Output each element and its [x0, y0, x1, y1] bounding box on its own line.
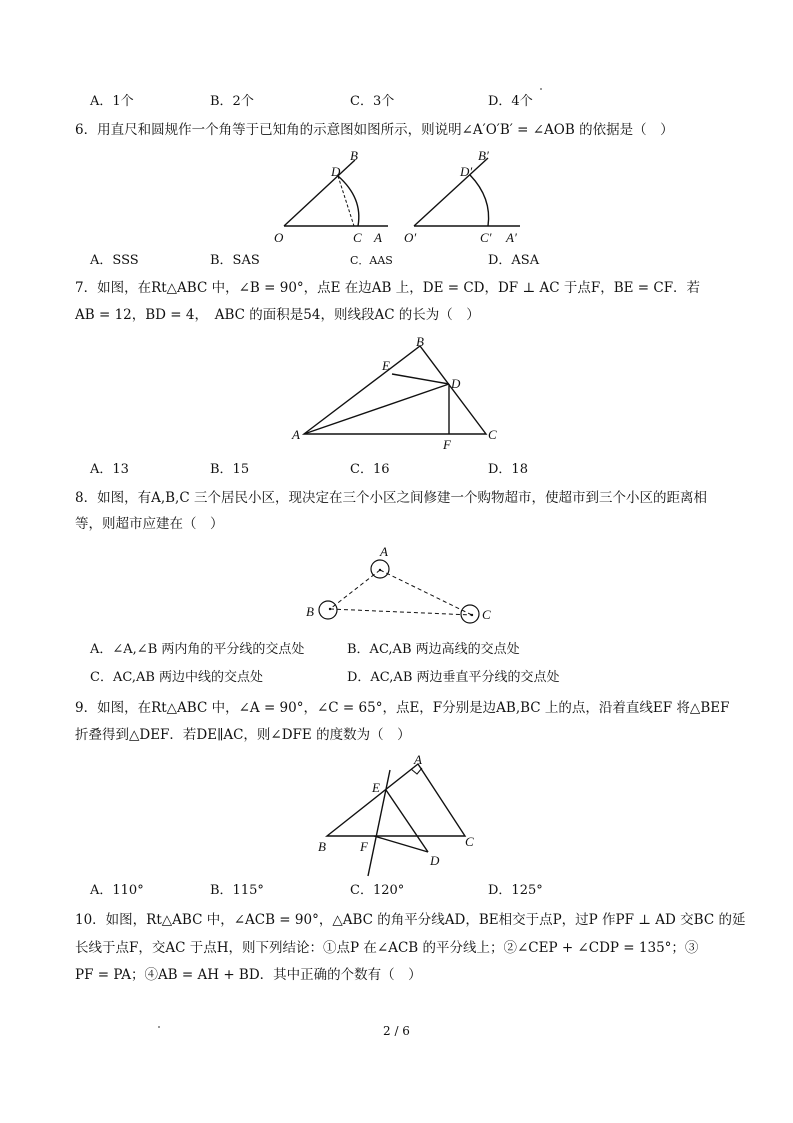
q9-option-b: B．115°: [210, 883, 264, 898]
q7-label-c: C: [488, 427, 497, 442]
q8-figure: [300, 542, 500, 630]
q6-label-d-prime: D′: [460, 164, 473, 179]
q6-label-a-prime: A′: [506, 230, 517, 245]
q5-option-d: D．4个: [488, 94, 533, 109]
q6-option-c: C．AAS: [350, 254, 393, 267]
q8-option-d: D．AC,AB 两边垂直平分线的交点处: [347, 670, 560, 685]
q6-option-d: D．ASA: [488, 253, 540, 268]
q7-option-c: C．16: [350, 462, 390, 477]
q8-label-c: C: [482, 607, 491, 622]
q5-option-a: A．1个: [90, 94, 134, 109]
q6-label-b-prime: B′: [478, 148, 489, 163]
q6-figure-right: [400, 146, 535, 246]
q9-figure: [310, 750, 490, 878]
q9-stem-line2: 折叠得到△DEF．若DE∥AC，则∠DFE 的度数为（ ）: [75, 727, 411, 743]
q9-option-c: C．120°: [350, 883, 405, 898]
q6-label-c: C: [353, 230, 362, 245]
q7-option-b: B．15: [210, 462, 250, 477]
scan-speck: [540, 88, 542, 90]
q9-stem-line1: 9．如图，在Rt△ABC 中，∠A = 90°，∠C = 65°，点E，F分别是边AB,BC 上的点，沿着直线EF 将△BEF: [75, 700, 730, 716]
q10-stem-line2: 长线于点F，交AC 于点H，则下列结论：①点P 在∠ACB 的平分线上；②∠CEP + ∠CDP = 135°；③: [75, 940, 699, 956]
q8-stem-line1: 8．如图，有A,B,C 三个居民小区，现决定在三个小区之间修建一个购物超市，使超市到三个小区的距离相: [75, 490, 707, 506]
q9-label-a: A: [414, 752, 422, 767]
q9-label-e: E: [372, 780, 380, 795]
q9-option-d: D．125°: [488, 883, 543, 898]
q8-label-a: A: [380, 544, 388, 559]
q7-label-f: F: [443, 437, 451, 452]
q6-label-c-prime: C′: [480, 230, 492, 245]
q9-label-b: B: [318, 839, 326, 854]
q9-label-f: F: [360, 839, 368, 854]
q8-stem-line2: 等，则超市应建在（ ）: [75, 516, 224, 532]
q8-option-a: A．∠A,∠B 两内角的平分线的交点处: [90, 642, 305, 657]
scan-speck: [158, 1026, 160, 1028]
q7-stem-line2: AB = 12，BD = 4， ABC 的面积是54，则线段AC 的长为（ ）: [75, 307, 480, 323]
q6-label-o-prime: O′: [404, 230, 417, 245]
q7-label-d: D: [451, 376, 461, 391]
q9-label-c: C: [465, 834, 474, 849]
q7-option-a: A．13: [90, 462, 129, 477]
page-number: 2 / 6: [383, 1024, 410, 1038]
q8-option-c: C．AC,AB 两边中线的交点处: [90, 670, 264, 685]
q7-label-a: A: [292, 427, 300, 442]
q5-option-b: B．2个: [210, 94, 254, 109]
q6-option-b: B．SAS: [210, 253, 260, 268]
q9-option-a: A．110°: [90, 883, 144, 898]
q7-label-e: E: [382, 358, 390, 373]
q7-label-b: B: [416, 334, 424, 349]
q6-label-o: O: [274, 230, 284, 245]
q6-label-b: B: [350, 148, 358, 163]
q6-label-d: D: [331, 164, 341, 179]
q8-label-b: B: [306, 604, 314, 619]
q6-figure-left: [270, 146, 400, 246]
q7-option-d: D．18: [488, 462, 528, 477]
q7-stem-line1: 7．如图，在Rt△ABC 中，∠B = 90°，点E 在边AB 上，DE = CD，DF ⊥ AC 于点F，BE = CF．若: [75, 280, 701, 296]
q6-label-a: A: [374, 230, 382, 245]
q6-stem: 6．用直尺和圆规作一个角等于已知角的示意图如图所示，则说明∠A′O′B′ = ∠AOB 的依据是（ ）: [75, 122, 674, 138]
q8-option-b: B．AC,AB 两边高线的交点处: [347, 642, 520, 657]
q5-option-c: C．3个: [350, 94, 395, 109]
q6-option-a: A．SSS: [90, 253, 139, 268]
q10-stem-line3: PF = PA；④AB = AH + BD．其中正确的个数有（ ）: [75, 967, 422, 983]
q9-label-d: D: [430, 853, 440, 868]
q10-stem-line1: 10．如图，Rt△ABC 中，∠ACB = 90°，△ABC 的角平分线AD，BE相交于点P，过P 作PF ⊥ AD 交BC 的延: [75, 912, 746, 928]
q7-figure: [290, 332, 505, 454]
